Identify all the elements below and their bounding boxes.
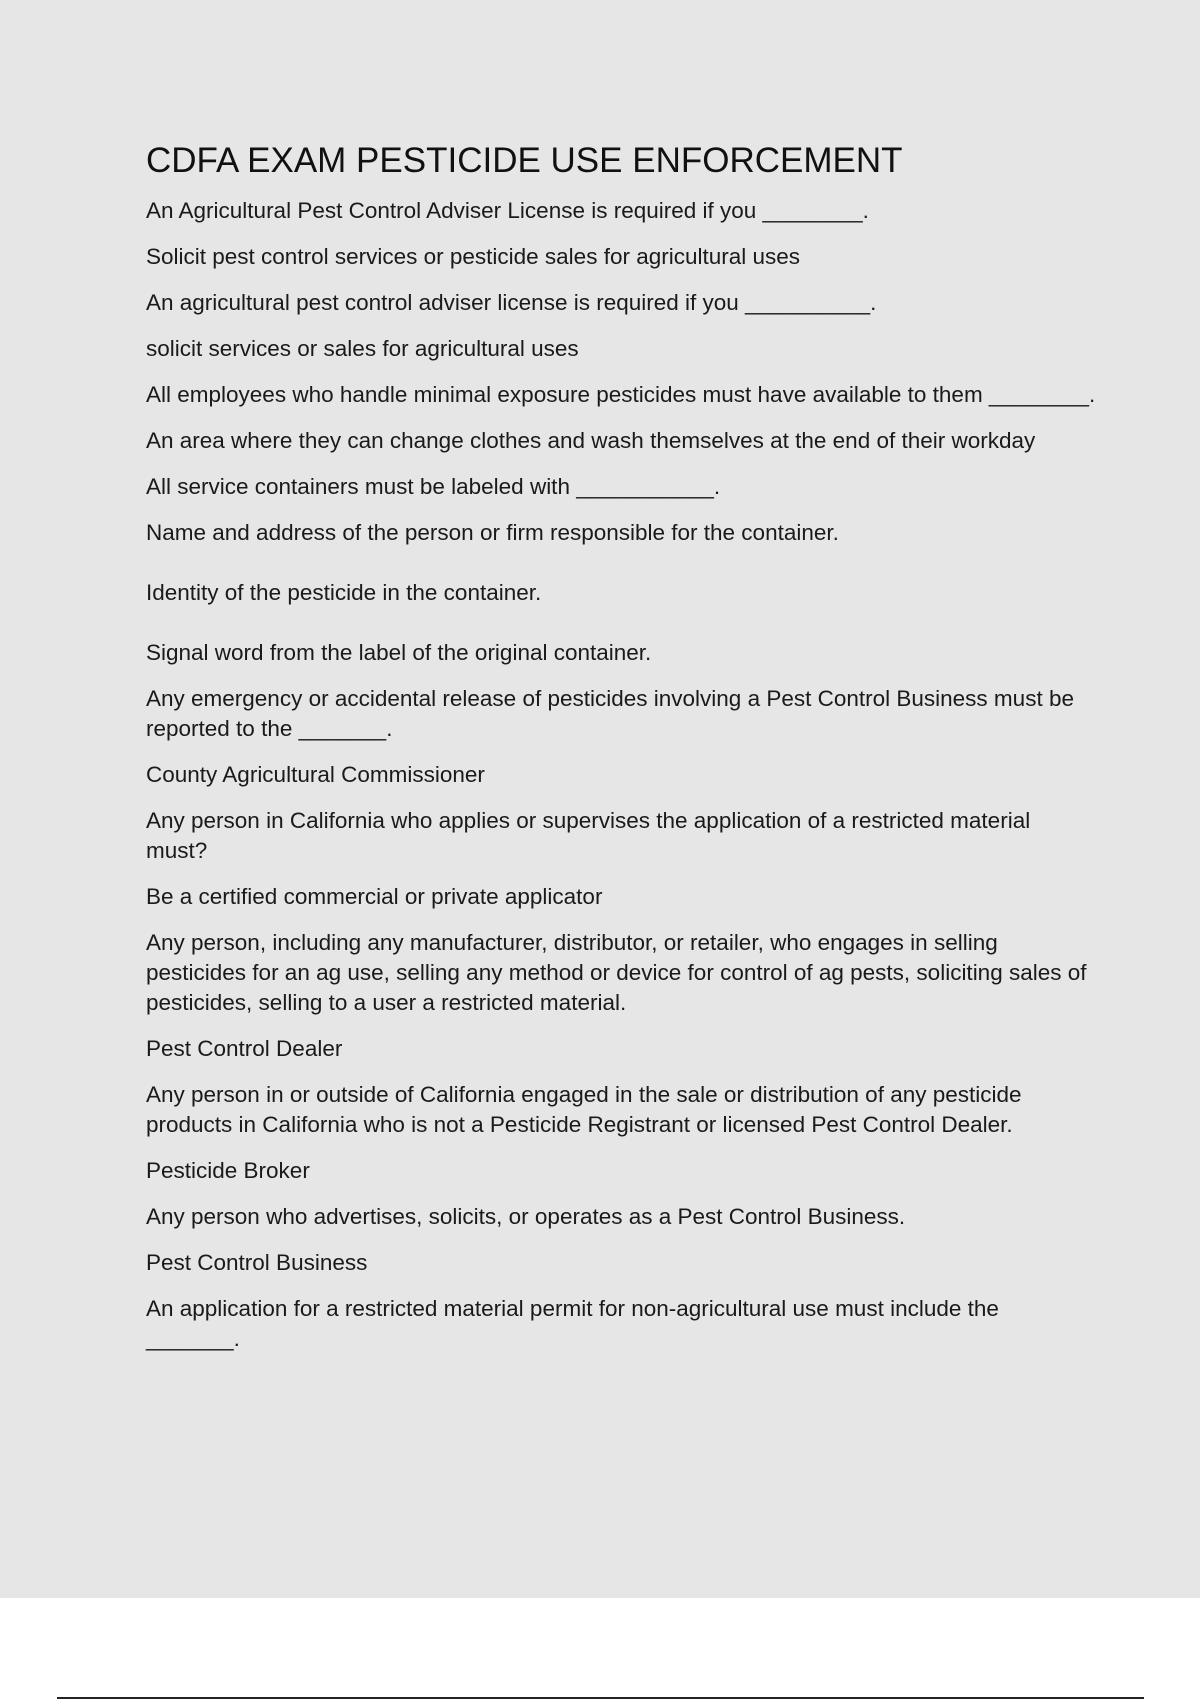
question-text: Any emergency or accidental release of pesticides involving a Pest Control Business must be reported to the _______. xyxy=(146,686,1074,741)
page-title: CDFA EXAM PESTICIDE USE ENFORCEMENT xyxy=(146,141,903,180)
question-text: All employees who handle minimal exposure pesticides must have available to them ________. xyxy=(146,382,1096,407)
answer-text: Pest Control Dealer xyxy=(146,1036,343,1061)
answer-text: Pest Control Business xyxy=(146,1250,368,1275)
question-text: All service containers must be labeled with ___________. xyxy=(146,474,721,499)
question-text: An application for a restricted material permit for non-agricultural use must include the _______. xyxy=(146,1296,999,1351)
answer-text: Be a certified commercial or private applicator xyxy=(146,884,603,909)
answer-text: Identity of the pesticide in the container. xyxy=(146,580,542,605)
answer-text: Signal word from the label of the original container. xyxy=(146,640,652,665)
question-text: Any person who advertises, solicits, or operates as a Pest Control Business. xyxy=(146,1204,906,1229)
answer-text: Pesticide Broker xyxy=(146,1158,310,1183)
question-text: An agricultural pest control adviser license is required if you __________. xyxy=(146,290,877,315)
answer-text: Name and address of the person or firm responsible for the container. xyxy=(146,520,839,545)
answer-text: County Agricultural Commissioner xyxy=(146,762,485,787)
question-text: An Agricultural Pest Control Adviser License is required if you ________. xyxy=(146,198,869,223)
answer-text: Solicit pest control services or pesticide sales for agricultural uses xyxy=(146,244,801,269)
footer-divider xyxy=(57,1697,1144,1699)
question-text: Any person in or outside of California engaged in the sale or distribution of any pesticide products in California who is not a Pesticide Registrant or licensed Pest Control Dealer. xyxy=(146,1082,1022,1137)
question-text: Any person in California who applies or supervises the application of a restricted material must? xyxy=(146,808,1031,863)
document-content xyxy=(146,140,1096,1370)
answer-text: An area where they can change clothes and wash themselves at the end of their workday xyxy=(146,428,1036,453)
question-text: Any person, including any manufacturer, distributor, or retailer, who engages in selling pesticides for an ag use, selling any method or device for control of ag pests, soliciting sales of pesticides, selling to a user a restricted material. xyxy=(146,930,1087,1015)
answer-text: solicit services or sales for agricultural uses xyxy=(146,336,579,361)
